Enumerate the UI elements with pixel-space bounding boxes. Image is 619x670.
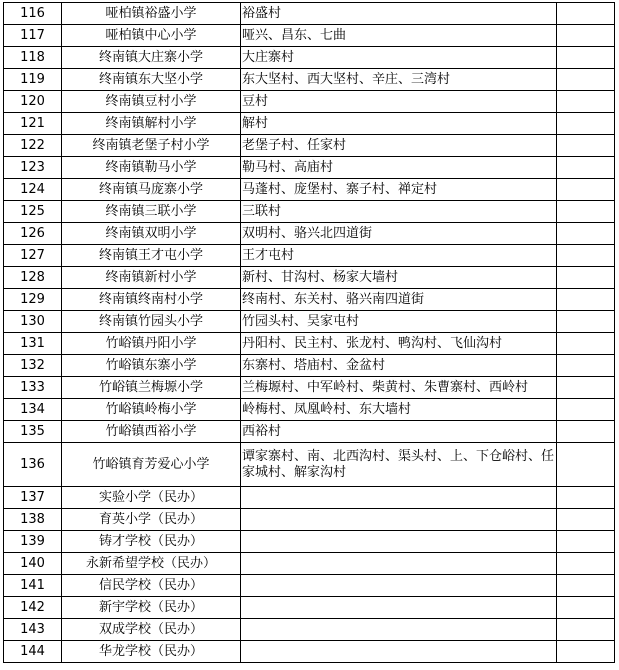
table-body xyxy=(4,3,615,663)
row-number-cell: 134 xyxy=(4,399,62,421)
service-area-cell: 终南村、东关村、骆兴南四道街 xyxy=(241,289,557,311)
table-row xyxy=(4,179,615,201)
table-row xyxy=(4,91,615,113)
row-number-cell: 140 xyxy=(4,553,62,575)
row-number-cell: 119 xyxy=(4,69,62,91)
table-row xyxy=(4,597,615,619)
school-name-cell: 竹峪镇兰梅塬小学 xyxy=(62,377,241,399)
extra-cell xyxy=(557,289,615,311)
row-number-cell: 125 xyxy=(4,201,62,223)
service-area-cell xyxy=(241,487,557,509)
table-row xyxy=(4,201,615,223)
school-name-cell: 双成学校（民办） xyxy=(62,619,241,641)
table-row xyxy=(4,421,615,443)
school-name-cell: 实验小学（民办） xyxy=(62,487,241,509)
school-name-cell: 终南镇竹园头小学 xyxy=(62,311,241,333)
table-row xyxy=(4,245,615,267)
table-row xyxy=(4,311,615,333)
service-area-cell: 豆村 xyxy=(241,91,557,113)
extra-cell xyxy=(557,179,615,201)
school-name-cell: 终南镇终南村小学 xyxy=(62,289,241,311)
extra-cell xyxy=(557,487,615,509)
table-row xyxy=(4,289,615,311)
service-area-cell: 兰梅塬村、中军岭村、柴黄村、朱曹寨村、西岭村 xyxy=(241,377,557,399)
table-row xyxy=(4,575,615,597)
school-name-cell: 哑柏镇中心小学 xyxy=(62,25,241,47)
row-number-cell: 136 xyxy=(4,443,62,487)
school-name-cell: 哑柏镇裕盛小学 xyxy=(62,3,241,25)
school-district-table xyxy=(3,2,615,663)
school-name-cell: 终南镇新村小学 xyxy=(62,267,241,289)
extra-cell xyxy=(557,333,615,355)
school-name-cell: 终南镇老堡子村小学 xyxy=(62,135,241,157)
school-name-cell: 华龙学校（民办） xyxy=(62,641,241,663)
service-area-cell xyxy=(241,509,557,531)
row-number-cell: 129 xyxy=(4,289,62,311)
school-name-cell: 终南镇王才屯小学 xyxy=(62,245,241,267)
table-row xyxy=(4,355,615,377)
row-number-cell: 139 xyxy=(4,531,62,553)
row-number-cell: 133 xyxy=(4,377,62,399)
service-area-cell xyxy=(241,553,557,575)
row-number-cell: 135 xyxy=(4,421,62,443)
extra-cell xyxy=(557,201,615,223)
extra-cell xyxy=(557,553,615,575)
service-area-cell: 新村、甘沟村、杨家大墙村 xyxy=(241,267,557,289)
school-name-cell: 竹峪镇岭梅小学 xyxy=(62,399,241,421)
service-area-cell xyxy=(241,597,557,619)
table-row xyxy=(4,157,615,179)
extra-cell xyxy=(557,135,615,157)
service-area-cell: 王才屯村 xyxy=(241,245,557,267)
row-number-cell: 124 xyxy=(4,179,62,201)
extra-cell xyxy=(557,113,615,135)
service-area-cell: 丹阳村、民主村、张龙村、鸭沟村、飞仙沟村 xyxy=(241,333,557,355)
service-area-cell: 哑兴、昌东、七曲 xyxy=(241,25,557,47)
school-name-cell: 育英小学（民办） xyxy=(62,509,241,531)
extra-cell xyxy=(557,91,615,113)
service-area-cell: 三联村 xyxy=(241,201,557,223)
row-number-cell: 128 xyxy=(4,267,62,289)
school-name-cell: 终南镇马庞寨小学 xyxy=(62,179,241,201)
table-row xyxy=(4,377,615,399)
row-number-cell: 118 xyxy=(4,47,62,69)
table-row xyxy=(4,509,615,531)
extra-cell xyxy=(557,25,615,47)
row-number-cell: 137 xyxy=(4,487,62,509)
school-name-cell: 竹峪镇育芳爱心小学 xyxy=(62,443,241,487)
service-area-cell: 西裕村 xyxy=(241,421,557,443)
extra-cell xyxy=(557,509,615,531)
row-number-cell: 117 xyxy=(4,25,62,47)
service-area-cell: 大庄寨村 xyxy=(241,47,557,69)
row-number-cell: 127 xyxy=(4,245,62,267)
row-number-cell: 116 xyxy=(4,3,62,25)
row-number-cell: 142 xyxy=(4,597,62,619)
row-number-cell: 130 xyxy=(4,311,62,333)
service-area-cell: 竹园头村、吴家屯村 xyxy=(241,311,557,333)
service-area-cell xyxy=(241,575,557,597)
table-row xyxy=(4,47,615,69)
service-area-cell xyxy=(241,641,557,663)
row-number-cell: 143 xyxy=(4,619,62,641)
row-number-cell: 122 xyxy=(4,135,62,157)
extra-cell xyxy=(557,47,615,69)
row-number-cell: 138 xyxy=(4,509,62,531)
extra-cell xyxy=(557,3,615,25)
service-area-cell: 勒马村、高庙村 xyxy=(241,157,557,179)
table-row xyxy=(4,531,615,553)
table-row xyxy=(4,553,615,575)
table-row xyxy=(4,3,615,25)
service-area-cell: 解村 xyxy=(241,113,557,135)
school-name-cell: 铸才学校（民办） xyxy=(62,531,241,553)
school-name-cell: 终南镇大庄寨小学 xyxy=(62,47,241,69)
service-area-cell: 谭家寨村、南、北西沟村、渠头村、上、下仓峪村、任家城村、解家沟村 xyxy=(241,443,557,487)
school-name-cell: 信民学校（民办） xyxy=(62,575,241,597)
extra-cell xyxy=(557,355,615,377)
table-row xyxy=(4,25,615,47)
school-name-cell: 终南镇勒马小学 xyxy=(62,157,241,179)
extra-cell xyxy=(557,575,615,597)
table-row xyxy=(4,443,615,487)
table-row xyxy=(4,113,615,135)
table-row xyxy=(4,135,615,157)
extra-cell xyxy=(557,421,615,443)
table-row xyxy=(4,399,615,421)
extra-cell xyxy=(557,443,615,487)
service-area-cell: 双明村、骆兴北四道街 xyxy=(241,223,557,245)
school-name-cell: 终南镇东大坚小学 xyxy=(62,69,241,91)
school-name-cell: 新宇学校（民办） xyxy=(62,597,241,619)
service-area-cell xyxy=(241,619,557,641)
school-name-cell: 终南镇豆村小学 xyxy=(62,91,241,113)
table-row xyxy=(4,641,615,663)
extra-cell xyxy=(557,377,615,399)
service-area-cell xyxy=(241,531,557,553)
table-row xyxy=(4,69,615,91)
extra-cell xyxy=(557,641,615,663)
school-name-cell: 竹峪镇东寨小学 xyxy=(62,355,241,377)
row-number-cell: 123 xyxy=(4,157,62,179)
school-name-cell: 竹峪镇西裕小学 xyxy=(62,421,241,443)
school-name-cell: 竹峪镇丹阳小学 xyxy=(62,333,241,355)
service-area-cell: 岭梅村、凤凰岭村、东大墙村 xyxy=(241,399,557,421)
extra-cell xyxy=(557,69,615,91)
row-number-cell: 144 xyxy=(4,641,62,663)
service-area-cell: 东大坚村、西大坚村、辛庄、三湾村 xyxy=(241,69,557,91)
row-number-cell: 126 xyxy=(4,223,62,245)
table-row xyxy=(4,267,615,289)
row-number-cell: 132 xyxy=(4,355,62,377)
service-area-cell: 东寨村、塔庙村、金盆村 xyxy=(241,355,557,377)
row-number-cell: 131 xyxy=(4,333,62,355)
school-name-cell: 终南镇双明小学 xyxy=(62,223,241,245)
school-name-cell: 终南镇解村小学 xyxy=(62,113,241,135)
extra-cell xyxy=(557,399,615,421)
extra-cell xyxy=(557,157,615,179)
table-row xyxy=(4,619,615,641)
service-area-cell: 马蓬村、庞堡村、寨子村、禅定村 xyxy=(241,179,557,201)
extra-cell xyxy=(557,267,615,289)
service-area-cell: 裕盛村 xyxy=(241,3,557,25)
school-name-cell: 永新希望学校（民办） xyxy=(62,553,241,575)
table-row xyxy=(4,223,615,245)
extra-cell xyxy=(557,597,615,619)
extra-cell xyxy=(557,531,615,553)
service-area-cell: 老堡子村、任家村 xyxy=(241,135,557,157)
row-number-cell: 121 xyxy=(4,113,62,135)
extra-cell xyxy=(557,245,615,267)
table-row xyxy=(4,333,615,355)
table-row xyxy=(4,487,615,509)
extra-cell xyxy=(557,311,615,333)
row-number-cell: 141 xyxy=(4,575,62,597)
extra-cell xyxy=(557,223,615,245)
school-name-cell: 终南镇三联小学 xyxy=(62,201,241,223)
extra-cell xyxy=(557,619,615,641)
row-number-cell: 120 xyxy=(4,91,62,113)
